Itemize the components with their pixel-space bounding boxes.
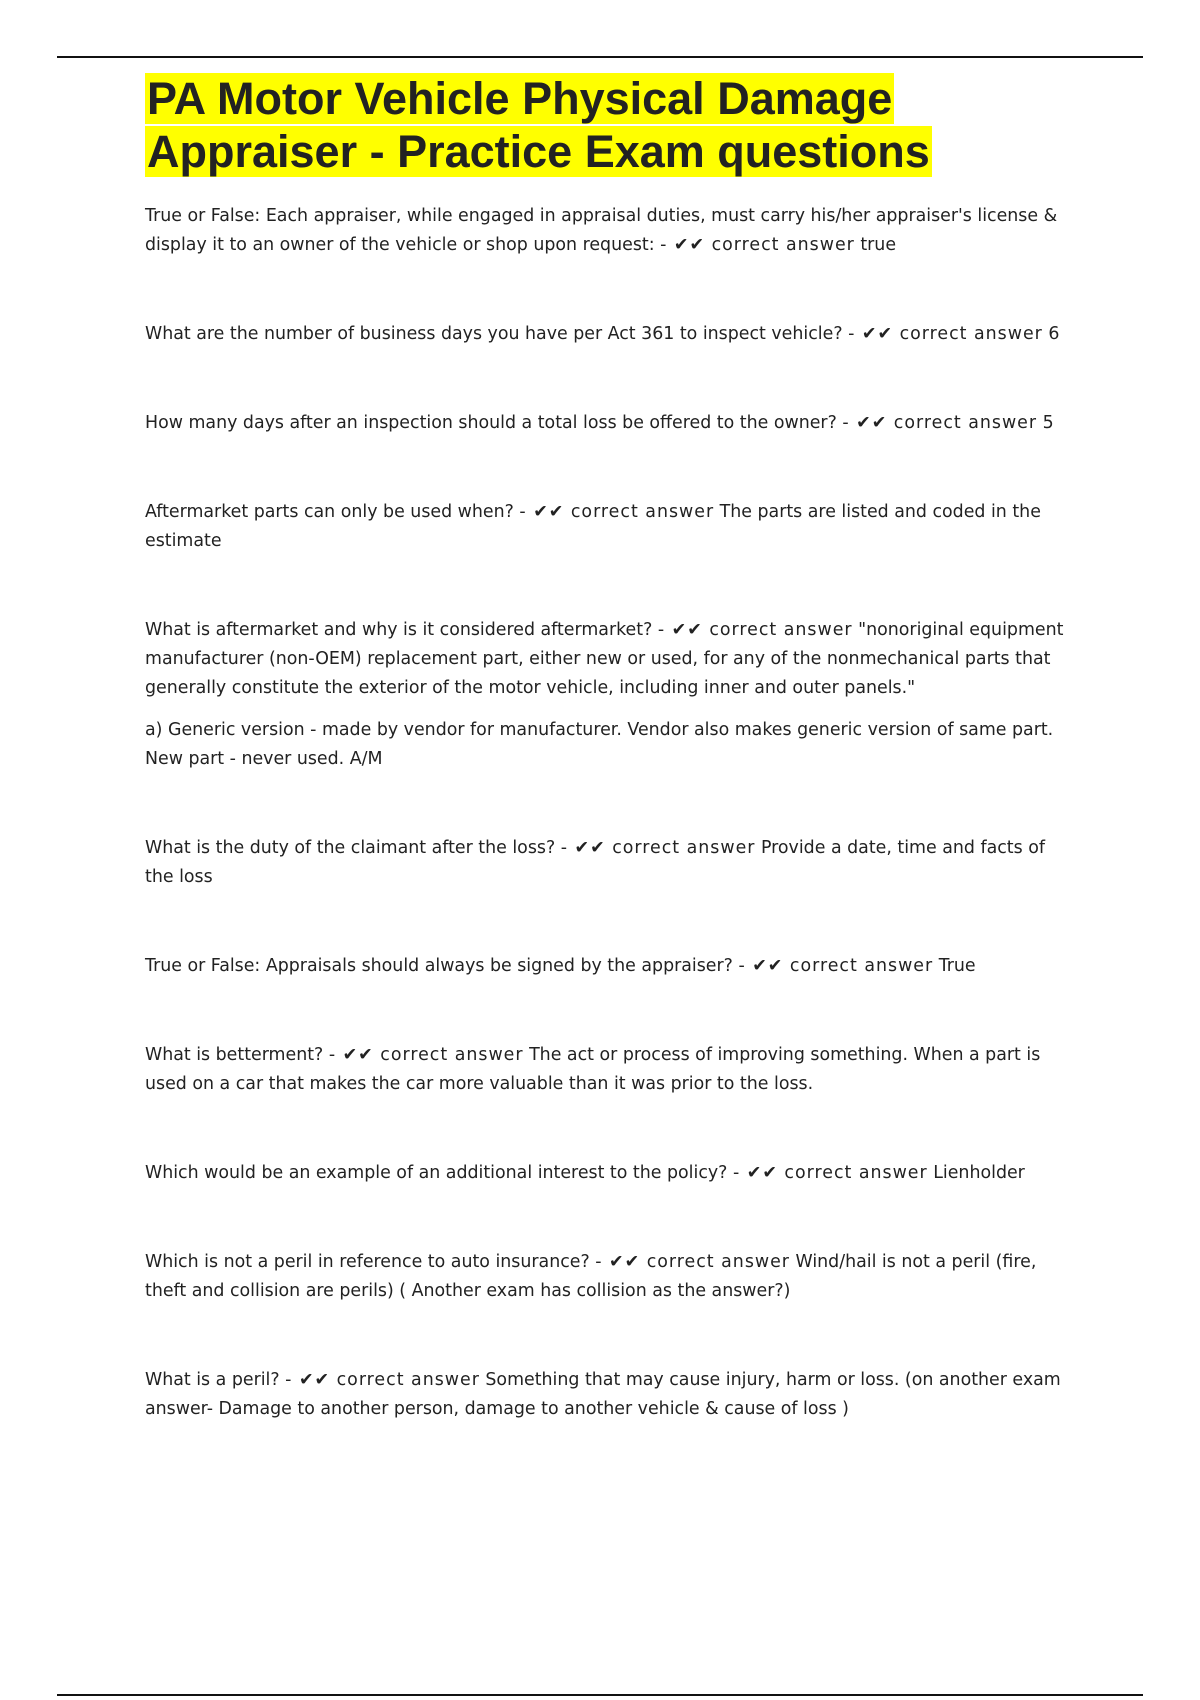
qa-item: What is a peril? - ✔✔ correct answer Something that may cause injury, harm or loss. (on another exam answer- Damage to another person, damage to another vehicle & cause of loss ) [145,1370,1061,1419]
qa-item: True or False: Each appraiser, while engaged in appraisal duties, must carry his/her appraiser's license & display it to an owner of the vehicle or shop upon request: - ✔✔ correct answer true [145,206,1058,255]
qa-item: What is betterment? - ✔✔ correct answer The act or process of improving something. When a part is used on a car that makes the car more valuable than it was prior to the loss. [145,1045,1041,1094]
bottom-rule [57,1694,1143,1696]
qa-item: What are the number of business days you have per Act 361 to inspect vehicle? - ✔✔ correct answer 6 [145,324,1060,344]
document-body [145,72,1065,1484]
qa-item-note: a) Generic version - made by vendor for manufacturer. Vendor also makes generic version of same part. New part - never used. A/M [145,720,1054,769]
qa-item: True or False: Appraisals should always be signed by the appraiser? - ✔✔ correct answer True [145,956,976,976]
qa-item: How many days after an inspection should a total loss be offered to the owner? - ✔✔ correct answer 5 [145,413,1054,433]
qa-item: Which is not a peril in reference to auto insurance? - ✔✔ correct answer Wind/hail is not a peril (fire, theft and collision are perils) ( Another exam has collision as the answer?) [145,1252,1037,1301]
page-title: PA Motor Vehicle Physical Damage Appraiser - Practice Exam questions [147,73,930,177]
qa-item: Which would be an example of an additional interest to the policy? - ✔✔ correct answer Lienholder [145,1163,1025,1183]
qa-item: What is the duty of the claimant after the loss? - ✔✔ correct answer Provide a date, time and facts of the loss [145,838,1045,887]
qa-item: Aftermarket parts can only be used when? - ✔✔ correct answer The parts are listed and coded in the estimate [145,502,1041,551]
qa-item: What is aftermarket and why is it considered aftermarket? - ✔✔ correct answer "nonoriginal equipment manufacturer (non-OEM) replacement part, either new or used, for any of the nonmechanical parts that generally constitute the exterior of the motor vehicle, including inner and outer panels." [145,620,1064,698]
top-rule [57,56,1143,58]
